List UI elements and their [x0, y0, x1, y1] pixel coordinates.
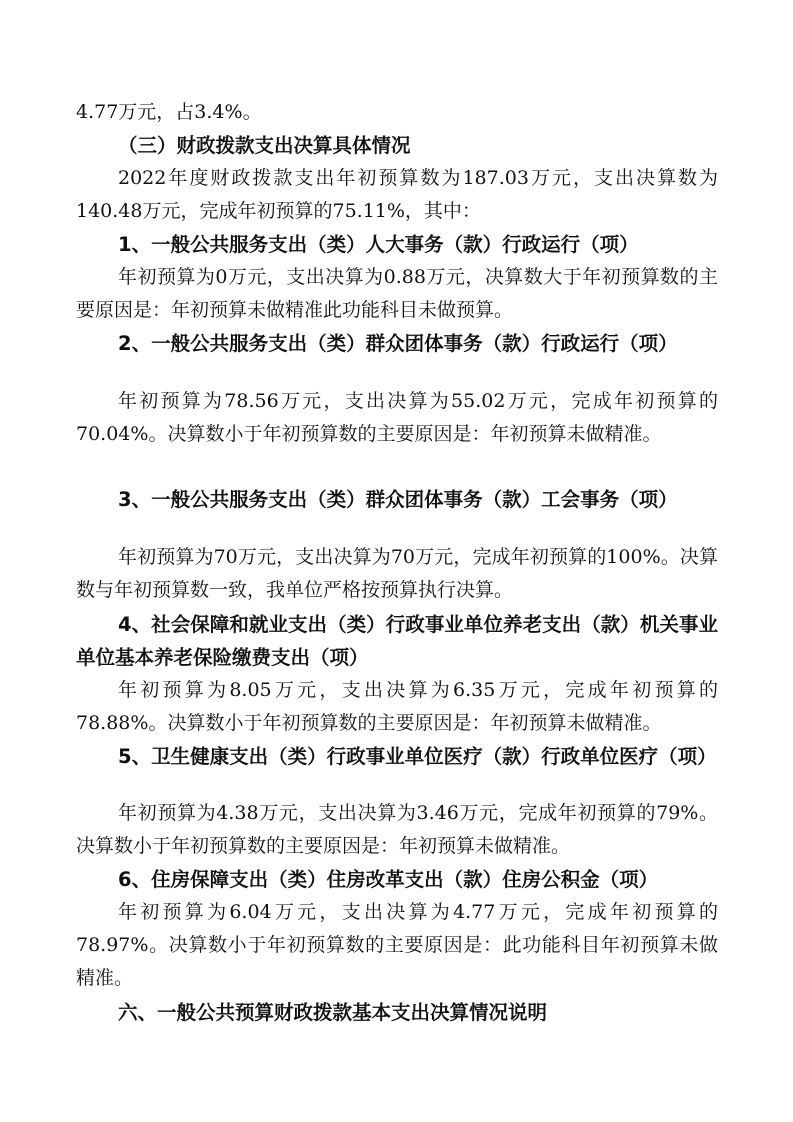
item-heading-3: 3、一般公共服务支出（类）群众团体事务（款）工会事务（项）: [118, 488, 678, 511]
item-body-2: 年初预算为78.56万元，支出决算为55.02万元，完成年初预算的70.04%。决算数小于年初预算数的主要原因是：年初预算未做精准。: [76, 390, 718, 445]
body-paragraph-continuation: 4.77万元，占3.4%。: [76, 101, 262, 123]
item-body-5: 年初预算为4.38万元，支出决算为3.46万元，完成年初预算的79%。决算数小于年初预算数的主要原因是：年初预算未做精准。: [76, 802, 718, 857]
item-heading-1: 1、一般公共服务支出（类）人大事务（款）行政运行（项）: [118, 233, 639, 256]
item-body-1: 年初预算为0万元，支出决算为0.88万元，决算数大于年初预算数的主要原因是：年初预算未做精准此功能科目未做预算。: [76, 266, 718, 321]
item-body-4: 年初预算为8.05万元，支出决算为6.35万元，完成年初预算的78.88%。决算数小于年初预算数的主要原因是：年初预算未做精准。: [76, 679, 718, 734]
body-paragraph-total-expenditure: 2022年度财政拨款支出年初预算数为187.03万元，支出决算数为140.48万元，完成年初预算的75.11%，其中：: [76, 167, 718, 222]
item-heading-2: 2、一般公共服务支出（类）群众团体事务（款）行政运行（项）: [118, 332, 678, 355]
item-heading-4: 4、社会保障和就业支出（类）行政事业单位养老支出（款）机关事业单位基本养老保险缴费支出（项）: [76, 613, 718, 669]
item-heading-5: 5、卫生健康支出（类）行政事业单位医疗（款）行政单位医疗（项）: [118, 745, 717, 768]
item-body-6: 年初预算为6.04万元，支出决算为4.77万元，完成年初预算的78.97%。决算数小于年初预算数的主要原因是：此功能科目年初预算未做精准。: [76, 901, 718, 989]
item-body-3: 年初预算为70万元，支出决算为70万元，完成年初预算的100%。决算数与年初预算数一致，我单位严格按预算执行决算。: [76, 546, 718, 601]
section-heading-fiscal-expenditure-details: （三）财政拨款支出决算具体情况: [118, 134, 411, 157]
item-heading-6: 6、住房保障支出（类）住房改革支出（款）住房公积金（项）: [118, 868, 659, 891]
section-heading-basic-expenditure: 六、一般公共预算财政拨款基本支出决算情况说明: [118, 1001, 548, 1024]
